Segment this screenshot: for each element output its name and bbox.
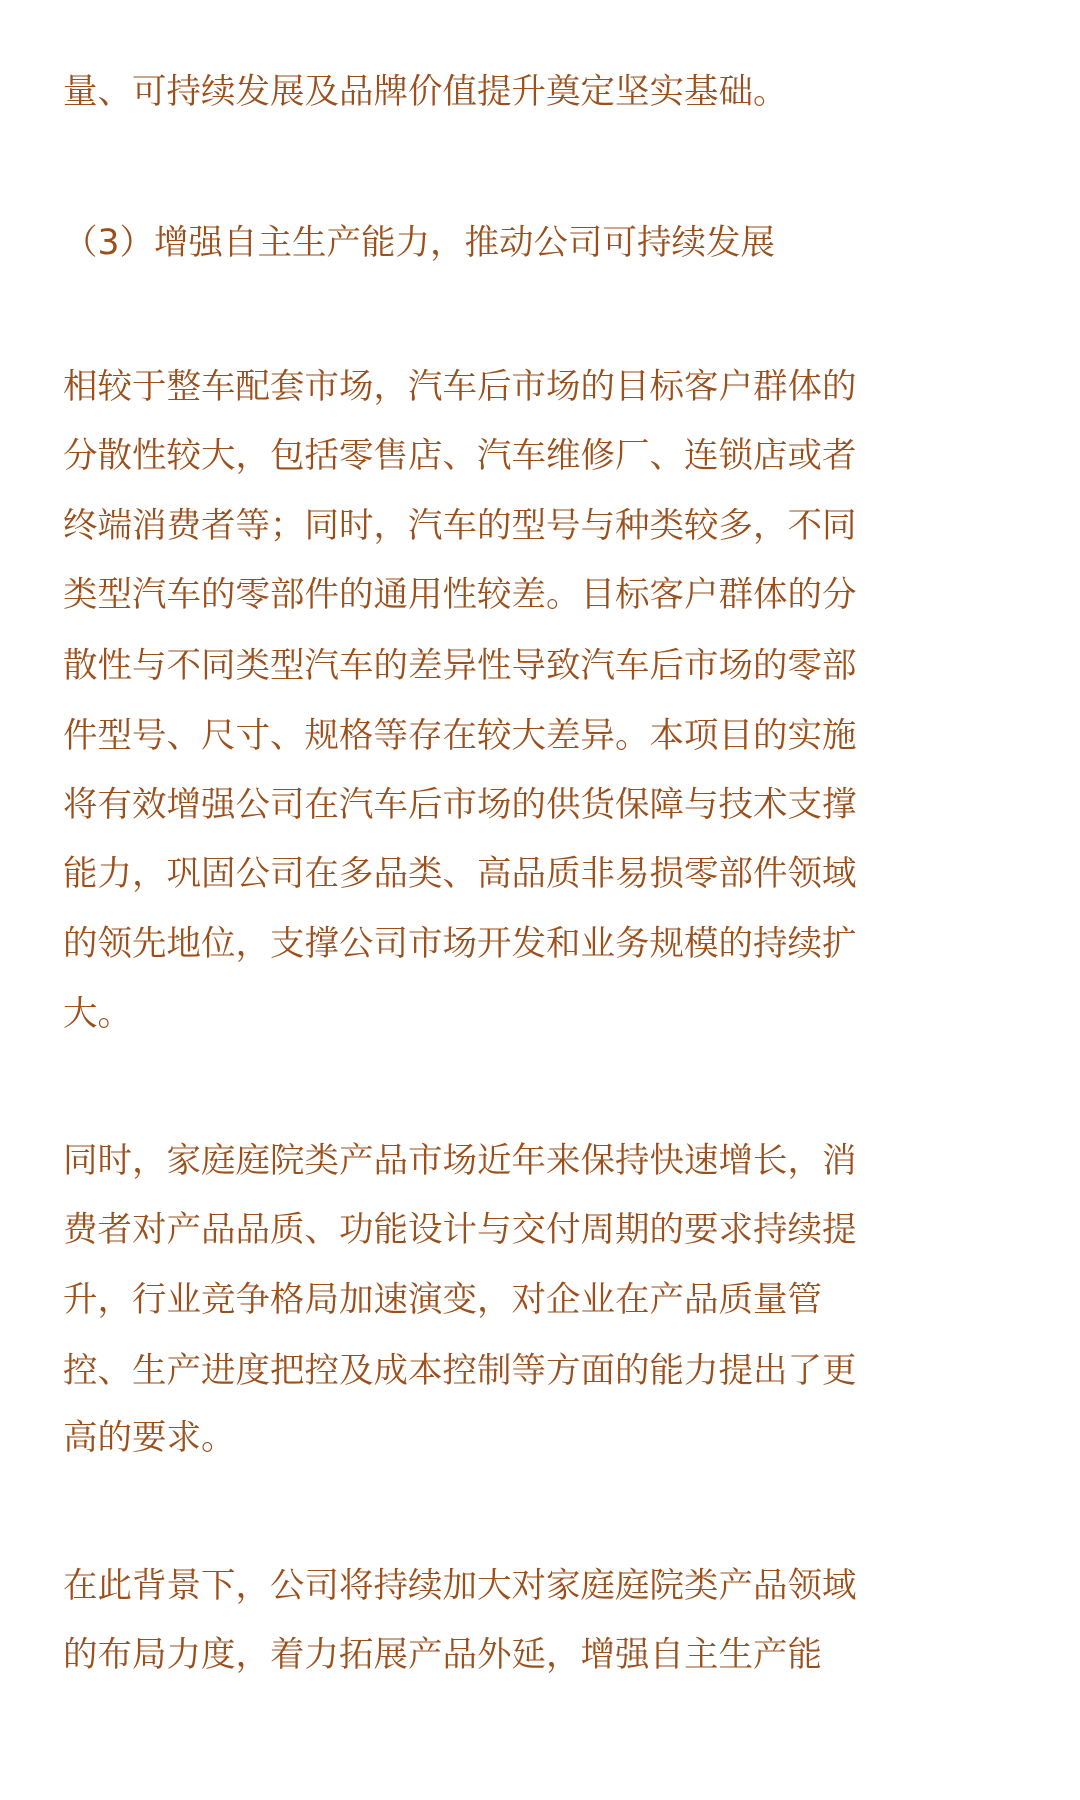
- paragraph-line: 相较于整车配套市场，汽车后市场的目标客户群体的: [63, 367, 857, 407]
- paragraph-line: 大。: [63, 994, 132, 1034]
- paragraph-line: 在此背景下，公司将持续加大对家庭庭院类产品领域: [63, 1566, 857, 1606]
- intro-text-line: 量、可持续发展及品牌价值提升奠定坚实基础。: [63, 72, 788, 112]
- paragraph-line: 件型号、尺寸、规格等存在较大差异。本项目的实施: [63, 716, 857, 756]
- paragraph-line: 将有效增强公司在汽车后市场的供货保障与技术支撑: [63, 785, 857, 825]
- paragraph-line: 同时，家庭庭院类产品市场近年来保持快速增长，消: [63, 1141, 857, 1181]
- paragraph-line: 费者对产品品质、功能设计与交付周期的要求持续提: [63, 1210, 857, 1250]
- section-heading: （3）增强自主生产能力，推动公司可持续发展: [63, 223, 775, 263]
- paragraph-line: 散性与不同类型汽车的差异性导致汽车后市场的零部: [63, 646, 857, 686]
- paragraph-line: 能力，巩固公司在多品类、高品质非易损零部件领域: [63, 854, 857, 894]
- paragraph-line: 升，行业竞争格局加速演变，对企业在产品质量管: [63, 1280, 822, 1320]
- paragraph-line: 的布局力度，着力拓展产品外延，增强自主生产能: [63, 1635, 822, 1675]
- paragraph-line: 的领先地位，支撑公司市场开发和业务规模的持续扩: [63, 924, 857, 964]
- paragraph-line: 控、生产进度把控及成本控制等方面的能力提出了更: [63, 1351, 857, 1391]
- paragraph-line: 终端消费者等；同时，汽车的型号与种类较多，不同: [63, 506, 857, 546]
- paragraph-line: 高的要求。: [63, 1418, 236, 1458]
- paragraph-line: 类型汽车的零部件的通用性较差。目标客户群体的分: [63, 575, 857, 615]
- paragraph-line: 分散性较大，包括零售店、汽车维修厂、连锁店或者: [63, 436, 857, 476]
